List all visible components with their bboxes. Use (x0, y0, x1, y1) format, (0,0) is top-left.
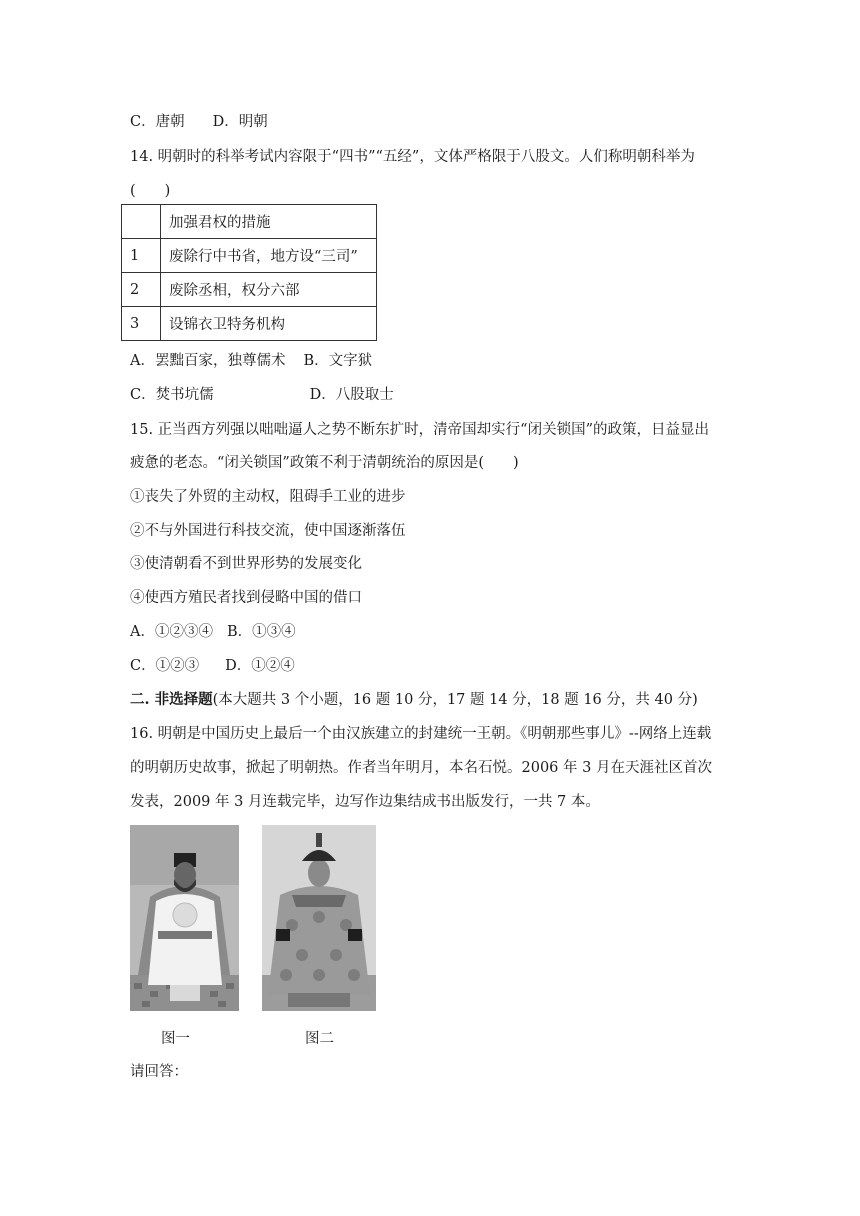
table-row-text: 废除丞相，权分六部 (161, 273, 377, 307)
table-header-row (122, 205, 377, 239)
q14-option-b: B．文字狱 (303, 353, 373, 369)
figure1-portrait-image (130, 825, 239, 1011)
table-row-text: 设锦衣卫特务机构 (161, 307, 377, 341)
q15-item: ②不与外国进行科技交流，使中国逐渐落伍 (130, 523, 406, 539)
measures-table (121, 204, 377, 341)
section2-note: (本大题共 3 个小题，16 题 10 分，17 题 14 分，18 题 16 分，共 40 分) (212, 692, 698, 708)
q16-text-line2: 的明朝历史故事，掀起了明朝热。作者当年明月，本名石悦。2006 年 3 月在天涯社区首次 (130, 760, 712, 776)
q14-stem: 14. 明朝时的科举考试内容限于“四书”“五经”，文体严格限于八股文。人们称明朝科举为 (130, 149, 695, 165)
section2-heading (130, 690, 698, 710)
figure2-caption: 图二 (305, 1031, 334, 1047)
table-row-num: 3 (122, 307, 161, 341)
section2-title: 二. 非选择题 (130, 691, 213, 708)
figure1-caption: 图一 (161, 1031, 190, 1047)
q15-options-row-2 (130, 656, 295, 676)
figure2-portrait-image (262, 825, 376, 1011)
q14-options-row-2 (130, 385, 394, 405)
table-row-num: 2 (122, 273, 161, 307)
q15-options-row-1 (130, 622, 296, 642)
q15-item: ③使清朝看不到世界形势的发展变化 (130, 556, 362, 572)
table-row-num: 1 (122, 239, 161, 273)
q14-option-a: A．罢黜百家，独尊儒术 (130, 353, 286, 369)
q16-text-line3: 发表，2009 年 3 月连载完毕，边写作边集结成书出版发行，一共 7 本。 (130, 794, 600, 810)
q13-options-row (130, 112, 268, 132)
q15-option-d: D．①②④ (225, 658, 295, 674)
q15-item: ①丧失了外贸的主动权，阻碍手工业的进步 (130, 489, 406, 505)
q14-options-row-1 (130, 351, 372, 371)
q14-option-c: C．焚书坑儒 (130, 387, 214, 403)
q15-option-a: A．①②③④ (130, 624, 213, 640)
q15-option-b: B．①③④ (226, 624, 296, 640)
q15-stem-line1: 15. 正当西方列强以咄咄逼人之势不断东扩时，清帝国却实行“闭关锁国”的政策，日益显出 (130, 422, 709, 438)
table-row-text: 废除行中书省，地方设“三司” (161, 239, 377, 273)
table-header-label: 加强君权的措施 (161, 205, 377, 239)
q13-option-d: D．明朝 (212, 114, 268, 130)
q16-text-line1: 16. 明朝是中国历史上最后一个由汉族建立的封建统一王朝。《明朝那些事儿》--网络上连载 (130, 726, 712, 742)
q14-answer-blank: ( ) (130, 183, 171, 199)
table-row (122, 239, 377, 273)
q14-option-d: D．八股取士 (309, 387, 394, 403)
q13-option-c: C．唐朝 (130, 114, 185, 130)
table-row (122, 307, 377, 341)
table-header-num (122, 205, 161, 239)
q15-stem-line2: 疲惫的老态。“闭关锁国”政策不利于清朝统治的原因是( ) (130, 455, 519, 471)
q15-option-c: C．①②③ (130, 658, 200, 674)
q15-item: ④使西方殖民者找到侵略中国的借口 (130, 590, 362, 606)
table-row (122, 273, 377, 307)
q16-prompt: 请回答： (130, 1064, 188, 1080)
